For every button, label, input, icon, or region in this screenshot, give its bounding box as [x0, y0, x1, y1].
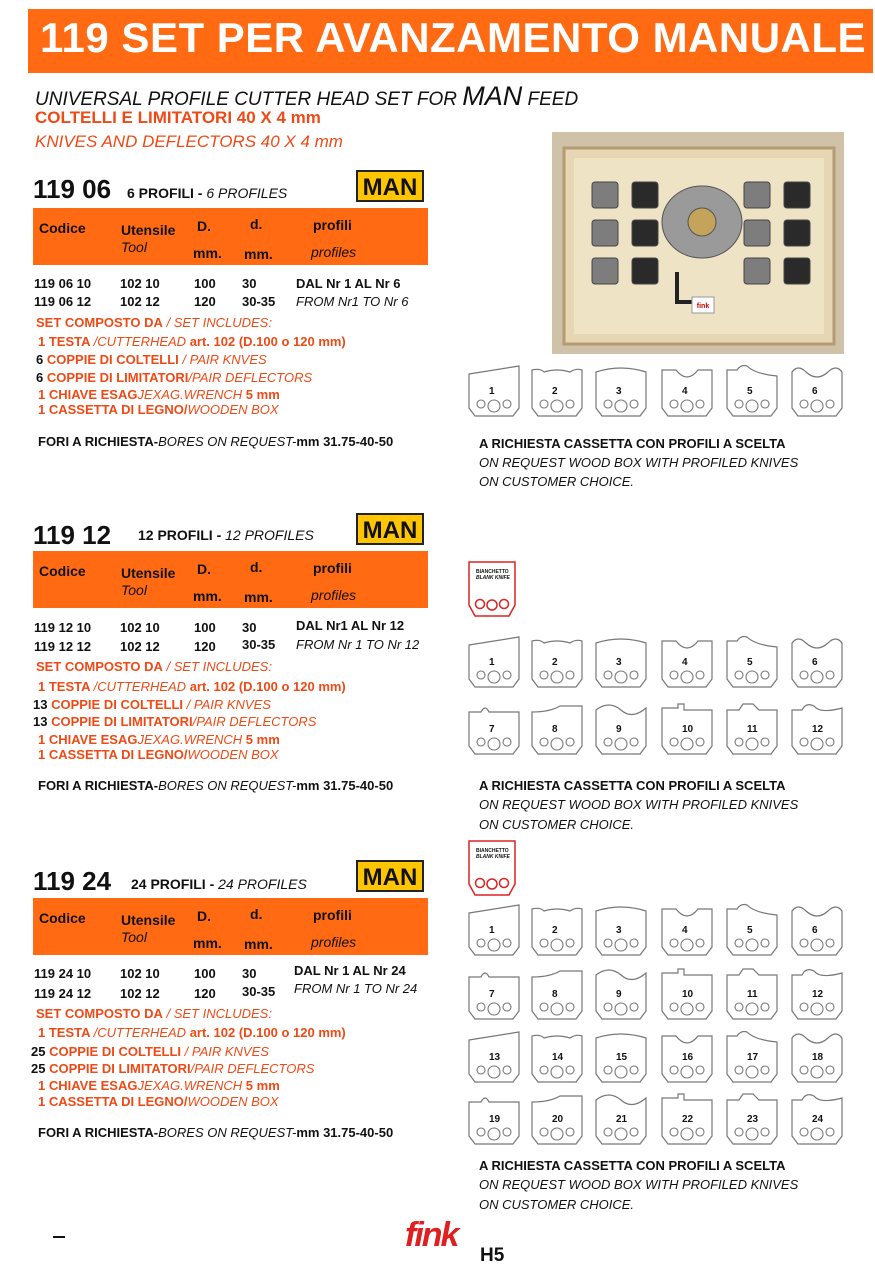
row-tool: 102 12: [120, 986, 160, 1001]
include-knives: [33, 697, 271, 712]
include-box: [38, 1094, 279, 1109]
product-photo: [552, 132, 844, 354]
knife-profile-icon: [660, 702, 716, 763]
knife-number: 2: [552, 657, 558, 668]
knife-number: 5: [747, 925, 753, 936]
table-header: [33, 551, 428, 608]
knife-profile-icon: [530, 364, 586, 425]
fori-a: FORI A RICHIESTA-: [38, 778, 159, 793]
set-comp: SET COMPOSTO DA: [36, 659, 163, 674]
fori-b: BORES ON REQUEST-: [158, 778, 297, 793]
bores-note: [38, 1125, 393, 1140]
inc-wrench: JEXAG.WRENCH: [137, 1078, 246, 1093]
inc-cassetta: 1 CASSETTA DI LEGNO/: [38, 1094, 188, 1109]
knife-profile-icon: [725, 1030, 781, 1091]
row-d: 30: [242, 276, 257, 291]
knife-number: 7: [489, 989, 495, 1000]
knife-number: 23: [747, 1114, 759, 1125]
request-note: A RICHIESTA CASSETTA CON PROFILI A SCELTA: [479, 778, 786, 793]
inc-testa: 1 TESTA: [38, 334, 94, 349]
knife-profile-icon: [530, 635, 586, 696]
col-D: D.: [197, 561, 211, 577]
inc-pair-defl: /PAIR DEFLECTORS: [190, 1061, 315, 1076]
knife-profile-icon: [725, 635, 781, 696]
col-tool: Tool: [121, 582, 147, 598]
col-utensile: Utensile: [121, 912, 176, 928]
inc-wooden: WOODEN BOX: [187, 1094, 279, 1109]
inc-art: art. 102 (D.100 o 120 mm): [189, 679, 346, 694]
blank-knife-icon: [467, 561, 517, 617]
col-profiles: profiles: [311, 244, 357, 260]
inc-pair-knves: / PAIR KNVES: [181, 1044, 269, 1059]
knife-profile-icon: [467, 967, 523, 1028]
knife-number: 2: [552, 386, 558, 397]
inc-chiave: 1 CHIAVE ESAG: [38, 1078, 138, 1093]
row-D: 120: [194, 639, 216, 654]
inc-coppie-lim: COPPIE DI LIMITATORI: [49, 1061, 191, 1076]
knife-profile-icon: [660, 967, 716, 1028]
include-knives: [31, 1044, 269, 1059]
knife-number: 3: [616, 657, 622, 668]
fori-a: FORI A RICHIESTA-: [38, 1125, 159, 1140]
knife-number: 12: [812, 724, 824, 735]
row-d: 30: [242, 620, 257, 635]
row-code: 119 06 10: [34, 276, 92, 291]
inc-cutterhead: /CUTTERHEAD: [93, 334, 190, 349]
col-codice: Codice: [39, 220, 86, 236]
knife-profile-icon: [594, 1092, 650, 1153]
count-en: 6 PROFILES: [206, 185, 288, 201]
col-d-unit: mm.: [244, 936, 273, 952]
subtitle-feed: FEED: [522, 89, 579, 110]
inc-coppie-col: COPPIE DI COLTELLI: [49, 1044, 182, 1059]
inc-coppie-lim: COPPIE DI LIMITATORI: [46, 370, 189, 385]
knife-profile-icon: [594, 635, 650, 696]
inc-coppie-col: COPPIE DI COLTELLI: [46, 352, 179, 367]
section-code: 119 24: [33, 866, 112, 896]
request-note-en2: ON CUSTOMER CHOICE.: [479, 474, 635, 489]
col-D: D.: [197, 908, 211, 924]
request-note-en: ON REQUEST WOOD BOX WITH PROFILED KNIVES: [479, 1177, 799, 1192]
knife-profile-icon: [594, 903, 650, 964]
col-d: d.: [250, 216, 263, 232]
section-count: [131, 876, 307, 892]
col-utensile: Utensile: [121, 565, 176, 581]
include-deflectors: [31, 1061, 314, 1076]
knife-number: 16: [682, 1052, 694, 1063]
knife-number: 20: [552, 1114, 564, 1125]
knife-number: 14: [552, 1052, 564, 1063]
set-inc: / SET INCLUDES:: [162, 315, 272, 330]
knife-number: 3: [616, 925, 622, 936]
set-includes-heading: [36, 659, 272, 674]
col-profili: profili: [313, 907, 352, 923]
col-profili: profili: [313, 560, 352, 576]
col-profiles: profiles: [311, 587, 357, 603]
col-profiles: profiles: [311, 934, 357, 950]
col-d-unit: mm.: [244, 246, 273, 262]
row-D: 100: [194, 620, 216, 635]
inc-coppie-lim: COPPIE DI LIMITATORI: [51, 714, 193, 729]
blank-label-en: BLANK KNIFE: [476, 575, 510, 581]
knife-profile-icon: [594, 967, 650, 1028]
knife-number: 17: [747, 1052, 759, 1063]
inc-testa: 1 TESTA: [38, 679, 94, 694]
include-head: [38, 334, 346, 349]
set-comp: SET COMPOSTO DA: [36, 315, 163, 330]
knife-number: 6: [812, 925, 818, 936]
section-count: [138, 527, 314, 543]
inc-five: 5 mm: [245, 732, 280, 747]
set-inc: / SET INCLUDES:: [162, 1006, 272, 1021]
row-profili: FROM Nr 1 TO Nr 24: [294, 981, 418, 996]
row-tool: 102 10: [120, 276, 160, 291]
inc-five: 5 mm: [245, 387, 280, 402]
knife-profile-icon: [660, 364, 716, 425]
request-note-en2: ON CUSTOMER CHOICE.: [479, 817, 635, 832]
knife-profile-icon: [594, 1030, 650, 1091]
knife-number: 18: [812, 1052, 824, 1063]
knife-number: 1: [489, 925, 495, 936]
include-wrench: [38, 387, 280, 402]
col-D: D.: [197, 218, 211, 234]
knife-number: 6: [812, 657, 818, 668]
knife-number: 2: [552, 925, 558, 936]
knife-profile-icon: [660, 1092, 716, 1153]
knife-number: 4: [682, 657, 688, 668]
knife-number: 5: [747, 386, 753, 397]
knife-number: 24: [812, 1114, 824, 1125]
knife-profile-icon: [530, 702, 586, 763]
blank-knife-icon: [467, 840, 517, 896]
inc-pair-knves: / PAIR KNVES: [183, 697, 271, 712]
count-en: 12 PROFILES: [225, 527, 314, 543]
knife-number: 4: [682, 925, 688, 936]
row-code: 119 24 10: [34, 966, 92, 981]
col-codice: Codice: [39, 563, 86, 579]
row-profili: DAL Nr 1 AL Nr 24: [294, 963, 406, 978]
knife-profile-icon: [467, 364, 523, 425]
row-d: 30: [242, 966, 257, 981]
section-code: 119 06: [33, 174, 112, 204]
knife-number: 12: [812, 989, 824, 1000]
col-utensile: Utensile: [121, 222, 176, 238]
fori-c: mm 31.75-40-50: [296, 1125, 394, 1140]
knife-number: 15: [616, 1052, 628, 1063]
row-d: 30-35: [242, 984, 276, 999]
row-tool: 102 12: [120, 294, 160, 309]
man-badge: MAN: [356, 513, 424, 545]
knife-number: 3: [616, 386, 622, 397]
include-knives: [36, 352, 267, 367]
knife-profile-icon: [790, 967, 846, 1028]
photo-logo: fink: [696, 303, 710, 310]
inc-wooden: WOODEN BOX: [187, 402, 279, 417]
include-wrench: [38, 732, 280, 747]
count-en: 24 PROFILES: [218, 876, 307, 892]
subtitle-text: UNIVERSAL PROFILE CUTTER HEAD SET FOR: [35, 89, 463, 110]
inc-art: art. 102 (D.100 o 120 mm): [189, 334, 346, 349]
col-codice: Codice: [39, 910, 86, 926]
knife-number: 22: [682, 1114, 694, 1125]
knife-profile-icon: [725, 702, 781, 763]
knife-number: 8: [552, 989, 558, 1000]
inc-pair-knves: / PAIR KNVES: [178, 352, 267, 367]
knife-number: 11: [747, 989, 758, 1000]
row-tool: 102 10: [120, 966, 160, 981]
request-note: A RICHIESTA CASSETTA CON PROFILI A SCELTA: [479, 436, 786, 451]
knife-number: 8: [552, 724, 558, 735]
set-includes-heading: [36, 1006, 272, 1021]
knife-profile-icon: [790, 903, 846, 964]
inc-cassetta: 1 CASSETTA DI LEGNO/: [38, 747, 188, 762]
man-badge: MAN: [356, 860, 424, 892]
knife-profile-icon: [790, 1092, 846, 1153]
inc-wrench: JEXAG.WRENCH: [137, 387, 246, 402]
count-it: 6 PROFILI -: [127, 185, 207, 201]
inc-qty: 25: [31, 1044, 46, 1059]
inc-qty: 13: [33, 714, 48, 729]
brand-logo: fink: [405, 1216, 458, 1254]
row-code: 119 12 10: [34, 620, 92, 635]
inc-qty: 13: [33, 697, 48, 712]
bores-note: [38, 434, 393, 449]
include-box: [38, 402, 279, 417]
page-number: H5: [480, 1245, 505, 1266]
row-code: 119 06 12: [34, 294, 92, 309]
row-profili: FROM Nr1 TO Nr 6: [296, 294, 409, 309]
col-D-unit: mm.: [193, 588, 222, 604]
knife-number: 13: [489, 1052, 501, 1063]
subtitle-it: COLTELLI E LIMITATORI 40 X 4 mm: [35, 108, 321, 127]
knife-number: 1: [489, 386, 495, 397]
knife-number: 11: [747, 724, 758, 735]
col-d-unit: mm.: [244, 589, 273, 605]
knife-profile-icon: [467, 702, 523, 763]
col-D-unit: mm.: [193, 935, 222, 951]
inc-coppie-col: COPPIE DI COLTELLI: [51, 697, 184, 712]
fori-b: BORES ON REQUEST-: [158, 434, 297, 449]
knife-number: 6: [812, 386, 818, 397]
blank-label: BIANCHETTO: [476, 848, 509, 854]
row-D: 100: [194, 276, 216, 291]
knife-profile-icon: [467, 635, 523, 696]
row-D: 120: [194, 294, 216, 309]
inc-qty: 6: [36, 352, 44, 367]
col-profili: profili: [313, 217, 352, 233]
knife-number: 10: [682, 724, 694, 735]
blank-label: BIANCHETTO: [476, 569, 509, 575]
knife-number: 9: [616, 989, 622, 1000]
bores-note: [38, 778, 393, 793]
fori-a: FORI A RICHIESTA-: [38, 434, 159, 449]
inc-qty: 6: [36, 370, 44, 385]
corner-mark: [53, 1236, 65, 1238]
row-code: 119 12 12: [34, 639, 92, 654]
knife-profile-icon: [725, 903, 781, 964]
inc-qty: 25: [31, 1061, 46, 1076]
include-deflectors: [33, 714, 316, 729]
table-header: [33, 898, 428, 955]
knife-profile-icon: [790, 364, 846, 425]
fori-b: BORES ON REQUEST-: [158, 1125, 297, 1140]
col-tool: Tool: [121, 239, 147, 255]
knife-profile-icon: [467, 1092, 523, 1153]
knife-profile-icon: [725, 1092, 781, 1153]
inc-cutterhead: /CUTTERHEAD: [93, 1025, 190, 1040]
inc-five: 5 mm: [245, 1078, 280, 1093]
row-profili: DAL Nr 1 AL Nr 6: [296, 276, 401, 291]
row-profili: DAL Nr1 AL Nr 12: [296, 618, 405, 633]
col-d: d.: [250, 559, 263, 575]
inc-wooden: WOODEN BOX: [187, 747, 279, 762]
row-tool: 102 10: [120, 620, 160, 635]
inc-wrench: JEXAG.WRENCH: [137, 732, 246, 747]
request-note: A RICHIESTA CASSETTA CON PROFILI A SCELTA: [479, 1158, 786, 1173]
section-count: [127, 185, 287, 201]
count-it: 24 PROFILI -: [131, 876, 219, 892]
knife-number: 4: [682, 386, 688, 397]
knife-profile-icon: [594, 702, 650, 763]
knife-profile-icon: [530, 1030, 586, 1091]
knife-number: 19: [489, 1114, 501, 1125]
row-D: 100: [194, 966, 216, 981]
col-d: d.: [250, 906, 263, 922]
knife-number: 10: [682, 989, 694, 1000]
row-profili: FROM Nr 1 TO Nr 12: [296, 637, 420, 652]
set-inc: / SET INCLUDES:: [162, 659, 272, 674]
include-deflectors: [36, 370, 312, 385]
fori-c: mm 31.75-40-50: [296, 434, 394, 449]
knife-profile-icon: [594, 364, 650, 425]
inc-pair-defl: /PAIR DEFLECTORS: [192, 714, 317, 729]
request-note-en2: ON CUSTOMER CHOICE.: [479, 1197, 635, 1212]
row-code: 119 24 12: [34, 986, 92, 1001]
row-d: 30-35: [242, 294, 276, 309]
knife-profile-icon: [660, 1030, 716, 1091]
col-tool: Tool: [121, 929, 147, 945]
blank-label-en: BLANK KNIFE: [476, 854, 510, 860]
include-wrench: [38, 1078, 280, 1093]
count-it: 12 PROFILI -: [138, 527, 226, 543]
inc-cutterhead: /CUTTERHEAD: [93, 679, 190, 694]
section-code: 119 12: [33, 520, 112, 550]
include-head: [38, 1025, 346, 1040]
set-includes-heading: [36, 315, 272, 330]
include-head: [38, 679, 346, 694]
subtitle-en: KNIVES AND DEFLECTORS 40 X 4 mm: [35, 132, 343, 151]
knife-profile-icon: [660, 635, 716, 696]
inc-art: art. 102 (D.100 o 120 mm): [189, 1025, 346, 1040]
inc-chiave: 1 CHIAVE ESAG: [38, 732, 138, 747]
knife-profile-icon: [725, 364, 781, 425]
knife-profile-icon: [790, 635, 846, 696]
knife-number: 9: [616, 724, 622, 735]
row-tool: 102 12: [120, 639, 160, 654]
knife-profile-icon: [530, 1092, 586, 1153]
col-D-unit: mm.: [193, 245, 222, 261]
knife-profile-icon: [790, 1030, 846, 1091]
subtitle-man: MAN: [462, 81, 523, 111]
row-D: 120: [194, 986, 216, 1001]
knife-profile-icon: [790, 702, 846, 763]
request-note-en: ON REQUEST WOOD BOX WITH PROFILED KNIVES: [479, 455, 799, 470]
knife-profile-icon: [725, 967, 781, 1028]
knife-profile-icon: [467, 903, 523, 964]
include-box: [38, 747, 279, 762]
knife-profile-icon: [660, 903, 716, 964]
knife-number: 1: [489, 657, 495, 668]
knife-number: 5: [747, 657, 753, 668]
inc-testa: 1 TESTA: [38, 1025, 94, 1040]
inc-chiave: 1 CHIAVE ESAG: [38, 387, 138, 402]
man-badge: MAN: [356, 170, 424, 202]
inc-cassetta: 1 CASSETTA DI LEGNO/: [38, 402, 188, 417]
knife-number: 21: [616, 1114, 628, 1125]
table-header: [33, 208, 428, 265]
inc-pair-defl: /PAIR DEFLECTORS: [188, 370, 313, 385]
row-d: 30-35: [242, 637, 276, 652]
knife-profile-icon: [530, 967, 586, 1028]
request-note-en: ON REQUEST WOOD BOX WITH PROFILED KNIVES: [479, 797, 799, 812]
knife-number: 7: [489, 724, 495, 735]
knife-profile-icon: [530, 903, 586, 964]
set-comp: SET COMPOSTO DA: [36, 1006, 163, 1021]
knife-profile-icon: [467, 1030, 523, 1091]
page-title: 119 SET PER AVANZAMENTO MANUALE: [40, 14, 867, 61]
fori-c: mm 31.75-40-50: [296, 778, 394, 793]
